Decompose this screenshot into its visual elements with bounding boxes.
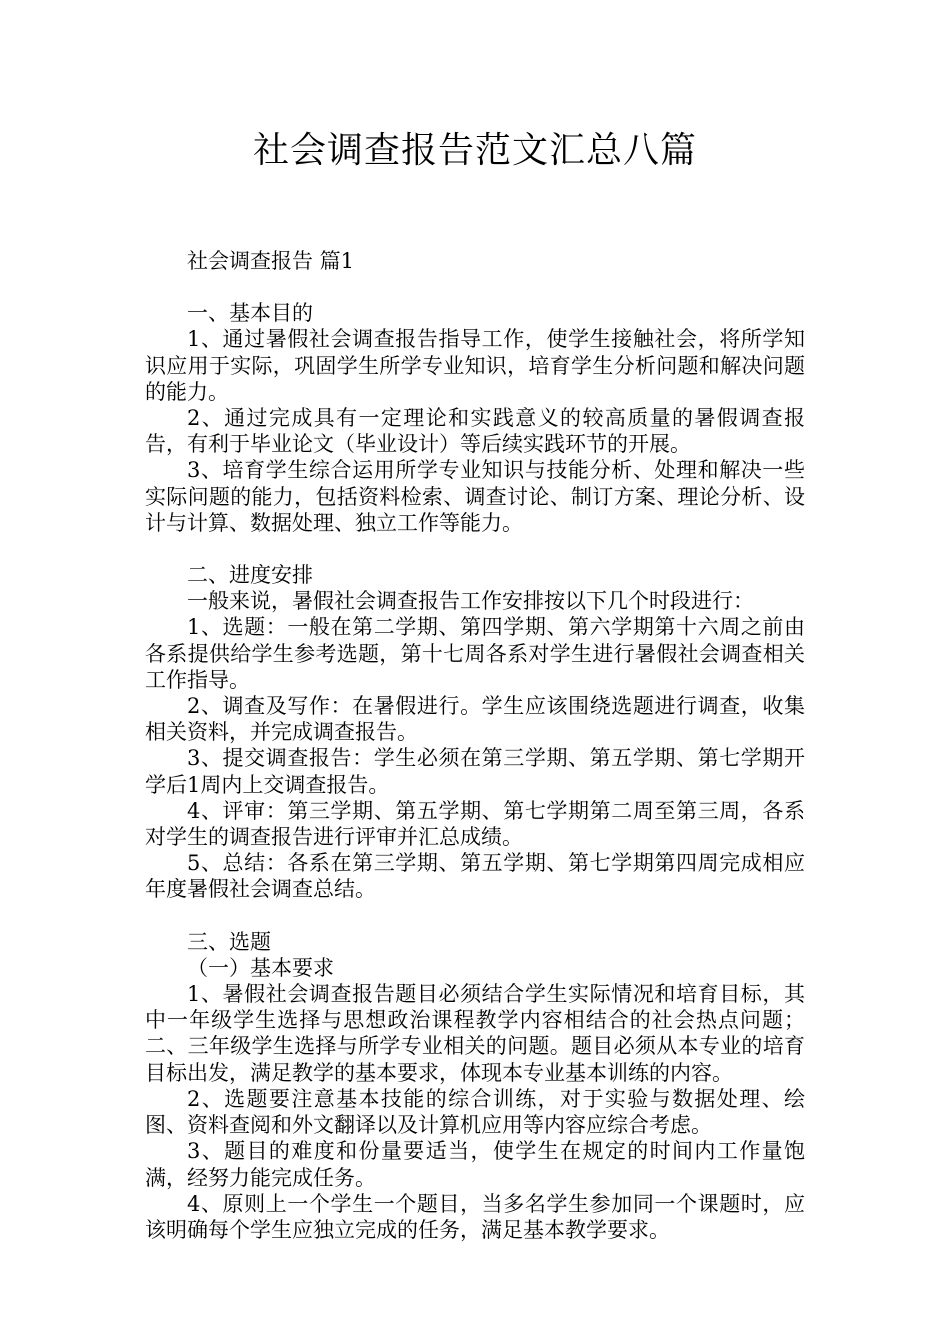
paragraph: 1、暑假社会调查报告题目必须结合学生实际情况和培育目标，其中一年级学生选择与思想政治课程教学内容相结合的社会热点问题；二、三年级学生选择与所学专业相关的问题。题目必须从本专业的培育目标出发，满足教学的基本要求，体现本专业基本训练的内容。 <box>145 982 805 1085</box>
paragraph: 2、调查及写作：在暑假进行。学生应该围绕选题进行调查，收集相关资料，并完成调查报告。 <box>145 694 805 745</box>
paragraph: 4、原则上一个学生一个题目，当多名学生参加同一个课题时，应该明确每个学生应独立完成的任务，满足基本教学要求。 <box>145 1191 805 1242</box>
document-body <box>145 248 805 1243</box>
paragraph: 4、评审：第三学期、第五学期、第七学期第二周至第三周，各系对学生的调查报告进行评审并汇总成绩。 <box>145 798 805 850</box>
paragraph: 3、题目的难度和份量要适当，使学生在规定的时间内工作量饱满，经努力能完成任务。 <box>145 1139 805 1190</box>
paragraph: 3、培育学生综合运用所学专业知识与技能分析、处理和解决一些实际问题的能力，包括资料检索、调查讨论、制订方案、理论分析、设计与计算、数据处理、独立工作等能力。 <box>145 458 805 535</box>
section-heading: 三、选题 <box>187 929 271 954</box>
paragraph: 2、通过完成具有一定理论和实践意义的较高质量的暑假调查报告，有利于毕业论文（毕业设计）等后续实践环节的开展。 <box>145 406 805 457</box>
paragraph: 3、提交调查报告：学生必须在第三学期、第五学期、第七学期开学后1周内上交调查报告。 <box>145 746 805 797</box>
section-heading-report-1: 社会调查报告 篇1 <box>187 249 355 273</box>
section-heading: 一、基本目的 <box>187 301 313 326</box>
subsection-heading: （一）基本要求 <box>187 955 334 980</box>
document-title: 社会调查报告范文汇总八篇 <box>252 130 697 171</box>
section-heading: 二、进度安排 <box>187 563 313 588</box>
paragraph: 1、选题：一般在第二学期、第四学期、第六学期第十六周之前由各系提供给学生参考选题，第十七周各系对学生进行暑假社会调查相关工作指导。 <box>145 615 805 692</box>
paragraph: 1、通过暑假社会调查报告指导工作，使学生接触社会，将所学知识应用于实际，巩固学生所学专业知识，培育学生分析问题和解决问题的能力。 <box>145 327 805 404</box>
paragraph: 5、总结：各系在第三学期、第五学期、第七学期第四周完成相应年度暑假社会调查总结。 <box>145 851 805 902</box>
paragraph: 一般来说，暑假社会调查报告工作安排按以下几个时段进行： <box>187 589 754 614</box>
paragraph: 2、选题要注意基本技能的综合训练，对于实验与数据处理、绘图、资料查阅和外文翻译以及计算机应用等内容应综合考虑。 <box>145 1086 805 1138</box>
